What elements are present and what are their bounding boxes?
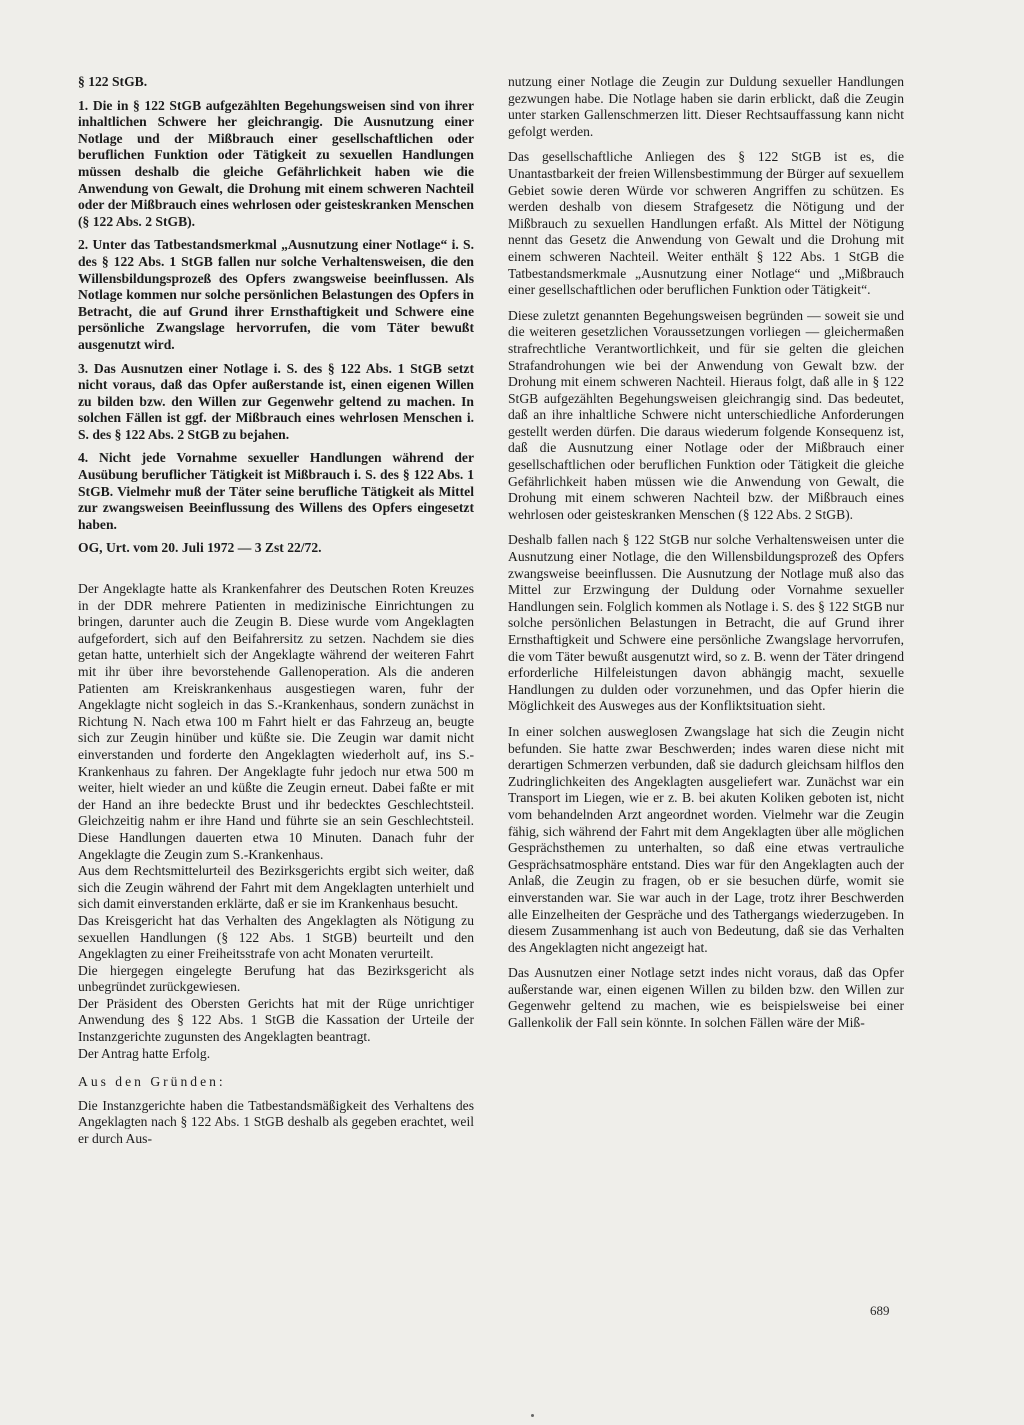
print-speck (531, 1414, 534, 1417)
emergency-definition-paragraph: Deshalb fallen nach § 122 StGB nur solche Verhaltensweisen unter die Ausnutzung einer Notlage, die den Willensbildungsprozeß des Opfers zwangsweise beeinflussen. Die Ausnutzung der Notlage muß also das Mittel zur Erzwingung der Duldung oder Vornahme sexueller Handlungen sein. Folglich kommen als Notlage i. S. des § 122 StGB nur solche persönlichen Belastungen in Betracht, die auf Grund ihrer Ernsthaftigkeit und Schwere eine persönliche Zwangslage hervorrufen, die vom Täter bewußt ausgenutzt wird, so z. B. wenn der Täter dringend erforderliche Hilfeleistungen davon abhängig macht, sexuelle Handlungen zu dulden oder vorzunehmen, und das Opfer hierin die Möglichkeit des Ausweges aus der Konfliktsituation sieht. (508, 532, 904, 714)
right-column (508, 74, 904, 1032)
headnote-point-1: 1. Die in § 122 StGB aufgezählten Begehungsweisen sind von ihrer inhaltlichen Schwere her gleichrangig. Die Ausnutzung einer Notlage und der Mißbrauch einer gesellschaftlichen oder beruflichen Funktion oder Tätigkeit zu sexuellen Handlungen müssen deshalb die gleiche Gefährlichkeit haben wie die Anwendung von Gewalt, die Drohung mit einem schweren Nachteil oder der Mißbrauch eines wehrlosen oder geisteskranken Menschen (§ 122 Abs. 2 StGB). (78, 97, 474, 229)
purpose-paragraph: Das gesellschaftliche Anliegen des § 122 StGB ist es, die Unantastbarkeit der freien Willensbestimmung der Bürger auf sexuellem Gebiet sowie deren Würde vor schweren Angriffen zu schützen. Es werden deshalb von diesem Strafgesetz die Nötigung und der Mißbrauch zu sexuellen Handlungen erfaßt. Als Mittel der Nötigung nennt das Gesetz die Anwendung von Gewalt und die Drohung mit einem schweren Nachteil. Weiter enthält § 122 Abs. 1 StGB die Tatbestandsmerkmale „Ausnutzung einer Notlage“ und „Mißbrauch einer gesellschaftlichen oder beruflichen Funktion oder Tätigkeit“. (508, 149, 904, 298)
page-number: 689 (870, 1303, 890, 1318)
court-citation: OG, Urt. vom 20. Juli 1972 — 3 Zst 22/72. (78, 540, 322, 556)
headnote-point-3: 3. Das Ausnutzen einer Notlage i. S. des § 122 Abs. 1 StGB setzt nicht voraus, daß das Opfer außerstande ist, einen eigenen Willen zu bilden bzw. den Willen zur Gegenwehr geltend zu machen. In solchen Fällen ist ggf. der Mißbrauch eines wehrlosen Menschen i. S. des § 122 Abs. 2 StGB zu bejahen. (78, 360, 474, 442)
district-court-paragraph: Das Kreisgericht hat das Verhalten des Angeklagten als Nötigung zu sexuellen Handlungen (§ 122 Abs. 1 StGB) beurteilt und den Angeklagten zu einer Freiheitsstrafe von acht Monaten verurteilt. (78, 912, 474, 962)
equal-ranking-paragraph: Diese zuletzt genannten Begehungsweisen begründen — soweit sie und die weiteren gesetzlichen Voraussetzungen vorliegen — gleichermaßen strafrechtliche Verantwortlichkeit, und für sie gelten die gleichen Strafandrohungen wie bei der Anwendung von Gewalt bzw. der Drohung mit einem schweren Nachteil. Hieraus folgt, daß alle in § 122 StGB aufgezählten Begehungsweisen gleichrangig sind. Das bedeutet, daß an ihre inhaltliche Schwere nicht unterschiedliche Anforderungen gestellt werden dürfen. Die daraus wiederum folgende Konsequenz ist, daß die Ausnutzung einer Notlage oder der Mißbrauch einer gesellschaftlichen oder beruflichen Funktion oder Tätigkeit die gleiche Gefährlichkeit haben müssen wie die Anwendung von Gewalt, die Drohung mit einem schweren Nachteil bzw. der Mißbrauch eines wehrlosen oder geisteskranken Menschen (§ 122 Abs. 2 StGB). (508, 307, 904, 522)
reasons-opening-paragraph: Die Instanzgerichte haben die Tatbestandsmäßigkeit des Verhaltens des Angeklagten nach § 122 Abs. 1 StGB deshalb als gegeben erachtet, weil er durch Aus- (78, 1097, 474, 1147)
statute-heading: § 122 StGB. (78, 74, 148, 89)
headnote (78, 74, 474, 557)
appeal-findings-paragraph: Aus dem Rechtsmittelurteil des Bezirksgerichts ergibt sich weiter, daß sich die Zeugin während der Fahrt mit dem Angeklagten unterhielt und sich damit einverstanden erklärte, daß er sie im Krankenhaus besucht. (78, 863, 474, 912)
exploitation-paragraph: Das Ausnutzen einer Notlage setzt indes nicht voraus, daß das Opfer außerstande war, einen eigenen Willen zu bilden bzw. den Willen zur Gegenwehr geltend zu machen, wie es beispielsweise bei einer Gallenkolik der Fall sein könnte. In solchen Fällen wäre der Miß- (508, 965, 904, 1031)
left-column (78, 74, 474, 1148)
outcome-paragraph: Der Antrag hatte Erfolg. (78, 1045, 211, 1061)
headnote-point-4: 4. Nicht jede Vornahme sexueller Handlungen während der Ausübung beruflicher Tätigkeit ist Mißbrauch i. S. des § 122 Abs. 1 StGB. Vielmehr muß der Täter seine berufliche Tätigkeit als Mittel zur zwangsweisen Beeinflussung des Willens des Opfers eingesetzt haben. (78, 450, 474, 532)
appeal-dismissed-paragraph: Die hiergegen eingelegte Berufung hat das Bezirksgericht als unbegründet zurückgewiesen. (78, 962, 474, 995)
reasons-continuation-paragraph: nutzung einer Notlage die Zeugin zur Duldung sexueller Handlungen gezwungen habe. Die Notlage haben sie darin erblickt, daß die Zeugin unter starken Gallenschmerzen litt. Dieser Rechtsauffassung kann nicht gefolgt werden. (508, 74, 904, 139)
section-title: Aus den Gründen: (78, 1074, 226, 1090)
headnote-point-2: 2. Unter das Tatbestandsmerkmal „Ausnutzung einer Notlage“ i. S. des § 122 Abs. 1 StGB fallen nur solche Verhaltensweisen, die den Willensbildungsprozeß des Opfers zwangsweise beeinflussen. Als Notlage kommen nur solche persönlichen Belastungen des Opfers in Betracht, die auf Grund ihrer Ernsthaftigkeit und Schwere eine persönliche Zwangslage hervorrufen, die vom Täter bewußt ausgenutzt wird. (78, 237, 474, 352)
cassation-paragraph: Der Präsident des Obersten Gerichts hat mit der Rüge unrichtiger Anwendung des § 122 Abs. 1 StGB die Kassation der Urteile der Instanzgerichte zugunsten des Angeklagten beantragt. (78, 995, 474, 1045)
witness-situation-paragraph: In einer solchen ausweglosen Zwangslage hat sich die Zeugin nicht befunden. Sie hatte zwar Beschwerden; indes waren diese nicht mit derartigen Schmerzen verbunden, daß sie dadurch gleichsam hilflos den Zudringlichkeiten des Angeklagten ausgeliefert war. Zunächst war ein Transport im Liegen, wie er z. B. bei akuten Koliken geboten ist, nicht vom behandelnden Arzt angeordnet worden. Vielmehr war die Zeugin fähig, sich während der Fahrt mit dem Angeklagten über alle möglichen Gesprächsthemen zu unterhalten, so daß eine etwas vertrauliche Gesprächsatmosphäre entstand. Dies war für den Angeklagten auch der Anlaß, die Zeugin zu fragen, ob er sie besuchen dürfe, womit sie einverstanden war. Sie war auch in der Lage, trotz ihrer Beschwerden alle Einzelheiten der Gespräche und des Tathergangs wiederzugeben. In diesem Zusammenhang ist auch von Bedeutung, daß sie das Verhalten des Angeklagten nicht angezeigt hat. (508, 723, 904, 955)
facts-paragraph: Der Angeklagte hatte als Krankenfahrer des Deutschen Roten Kreuzes in der DDR mehrere Patienten in medizinische Einrichtungen zu bringen, darunter auch die Zeugin B. Diese wurde vom Angeklagten aufgefordert, sich auf den Beifahrersitz zu setzen. Nachdem sie dies getan hatte, unterhielt sich der Angeklagte während der weiteren Fahrt mit ihr über ihre bevorstehende Gallenoperation. Als die anderen Patienten am Kreiskrankenhaus ausgestiegen waren, fuhr der Angeklagte nicht sogleich in das S.-Krankenhaus, sondern zunächst in Richtung N. Nach etwa 100 m Fahrt hielt er das Fahrzeug an, beugte sich zur Zeugin hinüber und küßte sie. Die Zeugin war damit nicht einverstanden und forderte den Angeklagten wiederholt auf, ins S.-Krankenhaus zu fahren. Der Angeklagte fuhr jedoch nur etwa 500 m weiter, hielt wieder an und küßte die Zeugin erneut. Dabei faßte er mit der Hand an ihre bedeckte Brust und ihr bedecktes Geschlechtsteil. Gleichzeitig nahm er ihre Hand und führte sie an sein Geschlechtsteil. Diese Handlungen dauerten etwa 10 Minuten. Danach fuhr der Angeklagte die Zeugin zum S.-Krankenhaus. (78, 581, 474, 862)
